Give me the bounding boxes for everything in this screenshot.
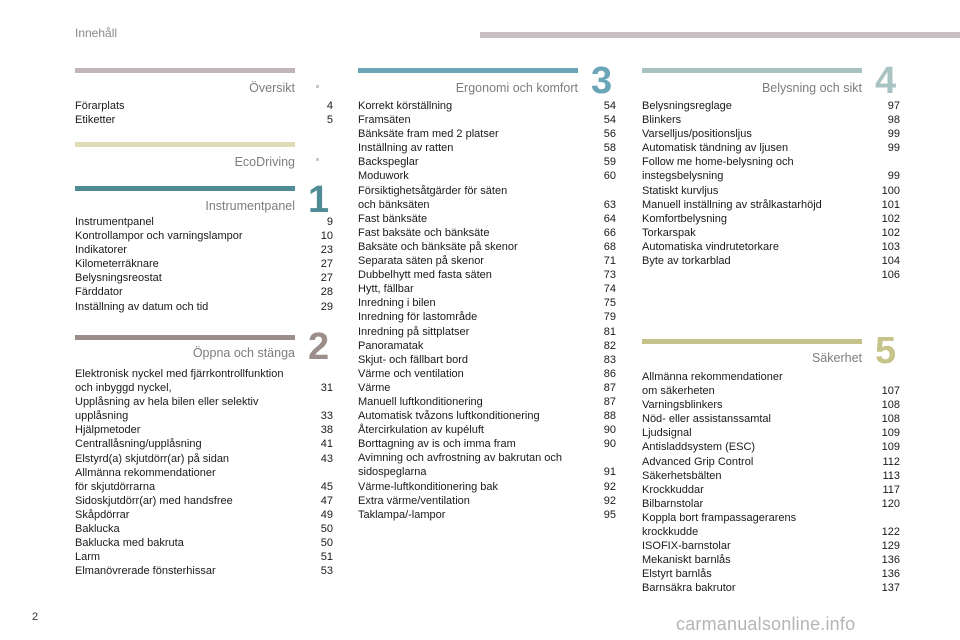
toc-entry[interactable]: [75, 395, 333, 423]
toc-entry-title: Advanced Grip Control: [642, 455, 754, 468]
toc-entry[interactable]: [642, 455, 900, 469]
section-title: Ergonomi och komfort: [455, 81, 578, 95]
toc-entry[interactable]: [642, 240, 900, 254]
toc-entry-page: 49: [320, 508, 333, 521]
toc-entry[interactable]: [642, 426, 900, 440]
toc-entry-page: 102: [881, 226, 900, 239]
toc-entry-page: 136: [881, 554, 900, 567]
section-header-instrumentpanel: [75, 186, 295, 213]
chapter-number: 4: [875, 60, 897, 102]
toc-entry-title: Dubbelhytt med fasta säten: [358, 269, 492, 282]
toc-entry-title: Instrumentpanel: [75, 216, 154, 228]
toc-entry-page: 82: [603, 339, 616, 352]
toc-entry-page: 71: [603, 255, 616, 268]
chapter-number: 2: [308, 326, 330, 368]
toc-entry-page: 45: [320, 480, 333, 493]
toc-entry-title: Ljudsignal: [642, 427, 692, 440]
toc-entry-title: Statiskt kurvljus: [642, 184, 719, 197]
toc-entry[interactable]: [358, 437, 616, 451]
toc-entry[interactable]: [642, 581, 900, 595]
toc-entry-page: 31: [320, 382, 333, 395]
toc-entry[interactable]: [642, 398, 900, 412]
toc-entry-page: 64: [603, 212, 616, 225]
section-bar: [75, 142, 295, 147]
toc-entry[interactable]: [75, 423, 333, 437]
toc-entry[interactable]: [642, 155, 900, 183]
toc-entry-page: 122: [881, 526, 900, 539]
toc-entry[interactable]: [642, 567, 900, 581]
toc-entry[interactable]: [358, 395, 616, 409]
toc-entry-page: 63: [603, 198, 616, 211]
toc-entry-title: Taklampa/-lampor: [358, 508, 446, 521]
toc-entry[interactable]: [358, 226, 616, 240]
toc-list-oversikt: [75, 99, 333, 127]
toc-entry[interactable]: [75, 243, 333, 257]
toc-entry[interactable]: [75, 229, 333, 243]
toc-entry-title: Krockkuddar: [642, 483, 704, 496]
toc-entry[interactable]: [75, 564, 333, 578]
toc-entry-title: Baksäte och bänksäte på skenor: [358, 240, 518, 253]
toc-entry-title: Inredning i bilen: [358, 297, 436, 310]
page-header-title: Innehåll: [75, 26, 118, 40]
toc-entry-page: 5: [326, 114, 333, 127]
toc-entry-title: Manuell inställning av strålkastarhöjd: [642, 198, 822, 211]
toc-entry-title: Barnsäkra bakrutor: [642, 582, 736, 595]
toc-entry-title: Sidoskjutdörr(ar) med handsfree: [75, 494, 233, 507]
toc-entry-page: 107: [881, 385, 900, 398]
toc-entry-page: 83: [603, 353, 616, 366]
toc-entry-page: 4: [326, 100, 333, 112]
toc-entry[interactable]: [75, 536, 333, 550]
toc-entry[interactable]: [358, 141, 616, 155]
toc-entry-title: Panoramatak: [358, 339, 424, 352]
toc-entry-title: Elektronisk nyckel med fjärrkontrollfunktion och inbyggd nyckel,: [75, 368, 284, 395]
toc-list-oppna: [75, 367, 333, 578]
toc-entry-page: 92: [603, 494, 616, 507]
toc-entry-page: 60: [603, 170, 616, 183]
toc-entry[interactable]: [642, 370, 900, 398]
toc-entry-title: Baklucka: [75, 523, 120, 536]
toc-entry-title: Extra värme/ventilation: [358, 494, 470, 507]
toc-entry-title: Värme-luftkonditionering bak: [358, 480, 499, 493]
toc-entry-page: 95: [603, 508, 616, 521]
toc-entry-page: 108: [881, 413, 900, 426]
toc-entry[interactable]: [358, 451, 616, 479]
toc-entry-title: Blinkers: [642, 114, 682, 127]
toc-entry-page: 109: [881, 441, 900, 454]
toc-entry-page: 54: [603, 100, 616, 112]
toc-entry-title: Upplåsning av hela bilen eller selektiv upplåsning: [75, 396, 259, 423]
toc-entry[interactable]: [358, 155, 616, 169]
toc-entry-page: 117: [882, 483, 900, 496]
toc-entry[interactable]: [75, 508, 333, 522]
section-title: EcoDriving: [234, 155, 295, 169]
toc-entry[interactable]: [358, 296, 616, 310]
toc-entry-page: 33: [320, 410, 333, 423]
toc-entry-page: 91: [603, 466, 616, 479]
toc-entry-page: 9: [326, 216, 333, 228]
toc-entry-title: Hytt, fällbar: [358, 283, 414, 296]
toc-entry-title: Byte av torkarblad: [642, 255, 731, 268]
toc-entry[interactable]: [642, 511, 900, 539]
toc-entry[interactable]: [642, 184, 900, 198]
toc-entry[interactable]: [75, 215, 333, 229]
toc-entry-page: 86: [603, 367, 616, 380]
toc-entry[interactable]: [358, 184, 616, 212]
toc-entry-title: Bänksäte fram med 2 platser: [358, 128, 499, 141]
toc-entry-title: Avimning och avfrostning av bakrutan och sidospeglarna: [358, 452, 563, 479]
toc-entry[interactable]: [358, 494, 616, 508]
toc-list-instrumentpanel: [75, 215, 333, 314]
toc-entry-page: 10: [320, 230, 333, 243]
toc-entry-page: 97: [887, 100, 900, 112]
toc-entry-page: 101: [881, 198, 900, 211]
toc-entry[interactable]: [642, 440, 900, 454]
toc-entry-page: 98: [887, 114, 900, 127]
toc-entry-page: 41: [320, 438, 333, 451]
section-header-oversikt: [75, 68, 295, 95]
decor-dot: [316, 158, 319, 161]
toc-entry[interactable]: [75, 271, 333, 285]
toc-entry-title: Komfortbelysning: [642, 212, 727, 225]
toc-entry[interactable]: [642, 497, 900, 511]
toc-entry-page: 81: [603, 325, 616, 338]
toc-entry-page: 120: [881, 497, 900, 510]
toc-entry-page: 75: [603, 297, 616, 310]
section-bar: [75, 68, 295, 73]
toc-entry-page: 54: [603, 114, 616, 127]
toc-entry-page: 43: [320, 452, 333, 465]
toc-entry-page: 73: [603, 269, 616, 282]
toc-entry[interactable]: [358, 113, 616, 127]
toc-entry[interactable]: [358, 423, 616, 437]
toc-entry[interactable]: [642, 412, 900, 426]
toc-entry-page: 112: [882, 455, 900, 468]
toc-entry-title: Koppla bort frampassagerarens krockkudde: [642, 511, 797, 539]
toc-entry-title: Belysningsreostat: [75, 272, 162, 285]
toc-entry-page: 113: [882, 469, 900, 482]
toc-entry-page: 106: [881, 269, 900, 282]
toc-entry-page: 88: [603, 410, 616, 423]
toc-entry-page: 104: [881, 255, 900, 268]
toc-entry-page: 27: [320, 272, 333, 285]
toc-entry-title: Automatisk tändning av ljusen: [642, 142, 789, 155]
toc-entry-page: 50: [320, 537, 333, 550]
header-bar: [480, 32, 960, 38]
toc-list-belysning: [642, 99, 900, 282]
toc-list-sakerhet: [642, 370, 900, 596]
toc-entry-title: Hjälpmetoder: [75, 424, 141, 437]
toc-entry-title: Allmänna rekommendationer om säkerheten: [642, 371, 783, 398]
toc-entry[interactable]: [75, 300, 333, 314]
toc-entry[interactable]: [358, 268, 616, 282]
section-title: Instrumentpanel: [205, 199, 295, 213]
toc-entry-title: Mekaniskt barnlås: [642, 554, 731, 567]
chapter-number: 5: [875, 330, 897, 372]
toc-entry[interactable]: [642, 469, 900, 483]
toc-entry[interactable]: [358, 212, 616, 226]
toc-entry[interactable]: [75, 522, 333, 536]
toc-entry-title: Kilometerräknare: [75, 258, 159, 271]
toc-entry-page: 68: [603, 240, 616, 253]
toc-entry-title: Baklucka med bakruta: [75, 537, 184, 550]
toc-entry-page: 99: [887, 170, 900, 183]
toc-entry[interactable]: [358, 367, 616, 381]
toc-entry-page: 38: [320, 424, 333, 437]
toc-entry-page: 109: [881, 427, 900, 440]
section-bar: [75, 186, 295, 191]
toc-entry[interactable]: [642, 127, 900, 141]
toc-entry-page: 87: [603, 381, 616, 394]
toc-entry[interactable]: [642, 268, 900, 282]
toc-entry[interactable]: [75, 494, 333, 508]
section-bar: [358, 68, 578, 73]
toc-entry-page: 79: [603, 311, 616, 324]
toc-entry-title: Varselljus/positionsljus: [642, 128, 752, 141]
toc-entry-page: 129: [881, 540, 900, 553]
toc-entry-title: Follow me home-belysning och instegsbelysning: [642, 156, 794, 183]
toc-entry[interactable]: [642, 483, 900, 497]
toc-entry-title: Säkerhetsbälten: [642, 469, 722, 482]
toc-entry-title: Värme och ventilation: [358, 367, 464, 380]
section-header-oppna: [75, 335, 295, 360]
toc-entry-title: Korrekt körställning: [358, 100, 453, 112]
toc-entry-title: Förarplats: [75, 100, 125, 112]
toc-entry-title: Inställning av ratten: [358, 142, 454, 155]
toc-entry[interactable]: [642, 141, 900, 155]
toc-entry[interactable]: [75, 550, 333, 564]
toc-entry-page: 99: [887, 142, 900, 155]
toc-entry-page: 100: [881, 184, 900, 197]
toc-entry[interactable]: [358, 381, 616, 395]
toc-entry-title: Skåpdörrar: [75, 508, 130, 521]
toc-entry-page: 90: [603, 424, 616, 437]
toc-entry-title: Försiktighetsåtgärder för säten och bänksäten: [358, 184, 508, 211]
toc-entry-page: 23: [320, 244, 333, 257]
section-header-sakerhet: [642, 339, 862, 365]
section-title: Belysning och sikt: [761, 81, 862, 95]
toc-entry-title: Bilbarnstolar: [642, 497, 704, 510]
toc-entry-page: 47: [320, 494, 333, 507]
decor-dot: [316, 85, 319, 88]
toc-entry-title: Inställning av datum och tid: [75, 300, 209, 313]
toc-entry-title: Torkarspak: [642, 226, 696, 239]
toc-entry-page: 51: [320, 551, 333, 564]
toc-entry[interactable]: [75, 437, 333, 451]
toc-entry-page: 103: [881, 240, 900, 253]
toc-entry[interactable]: [642, 226, 900, 240]
toc-entry[interactable]: [642, 113, 900, 127]
toc-entry-title: Separata säten på skenor: [358, 255, 484, 268]
toc-entry-page: 56: [603, 128, 616, 141]
toc-entry-page: 50: [320, 523, 333, 536]
toc-entry[interactable]: [75, 285, 333, 299]
toc-entry-title: Allmänna rekommendationer för skjutdörrarna: [75, 466, 216, 493]
toc-entry-page: 90: [603, 438, 616, 451]
toc-entry-title: Kontrollampor och varningslampor: [75, 230, 243, 243]
toc-entry-title: Indikatorer: [75, 244, 127, 257]
toc-entry[interactable]: [358, 409, 616, 423]
toc-entry-title: Antisladdsystem (ESC): [642, 441, 756, 454]
section-title: Säkerhet: [811, 351, 862, 365]
section-header-ecodriving: [75, 142, 295, 169]
toc-entry[interactable]: [358, 508, 616, 522]
toc-entry[interactable]: [642, 553, 900, 567]
toc-entry-page: 27: [320, 258, 333, 271]
toc-entry[interactable]: [358, 353, 616, 367]
toc-entry-title: Skjut- och fällbart bord: [358, 353, 469, 366]
toc-entry-page: 29: [320, 300, 333, 313]
toc-entry-title: Elstyrd(a) skjutdörr(ar) på sidan: [75, 452, 230, 465]
chapter-number: 3: [591, 60, 613, 102]
toc-entry[interactable]: [358, 282, 616, 296]
toc-entry-title: Belysningsreglage: [642, 100, 732, 112]
toc-entry-title: Framsäten: [358, 114, 411, 127]
toc-entry-title: Värme: [358, 381, 391, 394]
toc-entry-title: Nöd- eller assistanssamtal: [642, 413, 771, 426]
toc-entry[interactable]: [358, 169, 616, 183]
toc-entry-page: 28: [320, 286, 333, 299]
toc-entry-page: 92: [603, 480, 616, 493]
toc-entry-title: Fast bänksäte: [358, 212, 428, 225]
toc-entry[interactable]: [358, 325, 616, 339]
toc-entry[interactable]: [642, 99, 900, 113]
toc-entry-title: Elstyrt barnlås: [642, 568, 712, 581]
toc-entry[interactable]: [642, 212, 900, 226]
toc-entry[interactable]: [358, 99, 616, 113]
toc-entry-title: Manuell luftkonditionering: [358, 395, 483, 408]
toc-entry[interactable]: [358, 254, 616, 268]
toc-entry-page: 136: [881, 568, 900, 581]
toc-entry-title: Varningsblinkers: [642, 399, 723, 412]
toc-entry-page: 102: [881, 212, 900, 225]
toc-entry-title: Automatiska vindrutetorkare: [642, 240, 779, 253]
toc-entry[interactable]: [75, 99, 333, 113]
toc-entry-page: 137: [881, 582, 900, 595]
section-title: Öppna och stänga: [192, 346, 295, 360]
toc-entry-title: Automatisk tvåzons luftkonditionering: [358, 410, 540, 423]
toc-entry[interactable]: [358, 480, 616, 494]
toc-entry[interactable]: [358, 310, 616, 324]
toc-entry-title: ISOFIX-barnstolar: [642, 540, 731, 553]
toc-entry[interactable]: [642, 254, 900, 268]
toc-entry-title: Inredning för lastområde: [358, 311, 478, 324]
toc-list-ergonomi: [358, 99, 616, 522]
toc-entry-page: 66: [603, 226, 616, 239]
toc-entry-title: Inredning på sittplatser: [358, 325, 470, 338]
toc-entry-page: 74: [603, 283, 616, 296]
toc-entry-title: Backspeglar: [358, 156, 419, 169]
toc-entry-title: Färddator: [75, 286, 123, 299]
toc-entry-title: Etiketter: [75, 114, 116, 127]
toc-entry-page: 53: [320, 565, 333, 578]
toc-entry[interactable]: [358, 127, 616, 141]
toc-entry-page: 99: [887, 128, 900, 141]
toc-entry[interactable]: [642, 539, 900, 553]
section-header-ergonomi: [358, 68, 578, 95]
section-bar: [642, 339, 862, 344]
toc-entry-title: Larm: [75, 551, 101, 564]
toc-entry-title: Centrallåsning/upplåsning: [75, 438, 202, 451]
chapter-number: 1: [308, 179, 330, 221]
toc-entry[interactable]: [75, 113, 333, 127]
toc-entry-page: 108: [881, 399, 900, 412]
toc-entry-title: Återcirkulation av kupéluft: [358, 424, 484, 437]
toc-entry-title: Elmanövrerade fönsterhissar: [75, 565, 216, 578]
toc-entry[interactable]: [75, 466, 333, 494]
section-bar: [642, 68, 862, 73]
toc-entry[interactable]: [75, 257, 333, 271]
watermark: carmanualsonline.info: [676, 614, 856, 634]
toc-entry[interactable]: [75, 452, 333, 466]
section-bar: [75, 335, 295, 340]
toc-entry-page: 59: [603, 156, 616, 169]
toc-entry[interactable]: [642, 198, 900, 212]
section-title: Översikt: [249, 81, 295, 95]
toc-entry-title: Fast baksäte och bänksäte: [358, 226, 490, 239]
toc-entry-page: 87: [603, 395, 616, 408]
toc-entry[interactable]: [358, 240, 616, 254]
toc-entry-title: Borttagning av is och imma fram: [358, 438, 516, 451]
toc-entry-page: 58: [603, 142, 616, 155]
toc-entry[interactable]: [75, 367, 333, 395]
page-number: 2: [32, 611, 39, 623]
toc-entry-title: Moduwork: [358, 170, 409, 183]
section-header-belysning: [642, 68, 862, 95]
toc-entry[interactable]: [358, 339, 616, 353]
